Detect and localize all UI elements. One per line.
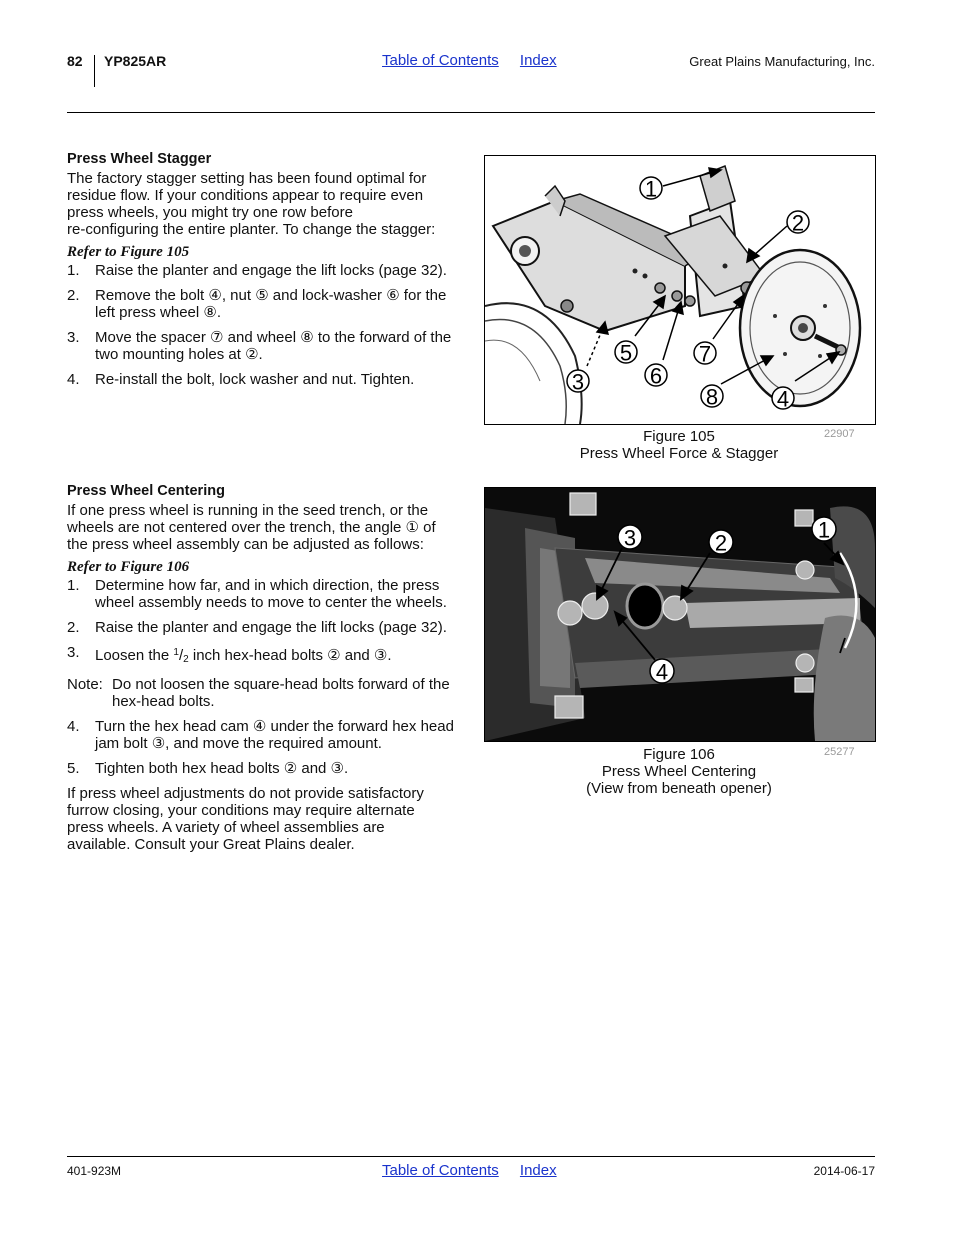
intro-line: press wheels, you might try one row before	[67, 204, 353, 221]
callout-4: 4	[655, 659, 669, 685]
step-item	[67, 329, 462, 363]
publication-date: 2014-06-17	[813, 1164, 875, 1178]
refer-figure: Refer to Figure 106	[67, 559, 190, 575]
step-text: Raise the planter and engage the lift locks (page 32).	[95, 262, 447, 279]
toc-link[interactable]: Table of Contents	[382, 1162, 499, 1179]
intro-line: If one press wheel is running in the seed trench, or the	[67, 502, 429, 519]
figure-label: Figure 106	[643, 746, 715, 763]
intro-line: wheels are not centered over the trench, the angle ① of	[67, 519, 436, 536]
intro-line: re-configuring the entire planter. To change the stagger:	[67, 221, 436, 238]
closing-paragraph	[67, 785, 462, 853]
step-item	[67, 619, 462, 636]
document-number: 401-923M	[67, 1164, 122, 1178]
header-divider-vertical	[94, 55, 95, 87]
callout-4: 4	[776, 386, 790, 412]
step-text: Tighten both hex head bolts ② and ③.	[95, 760, 349, 777]
callout-2: 2	[714, 530, 728, 556]
step-item	[67, 718, 462, 752]
figure-subtitle: (View from beneath opener)	[586, 780, 772, 797]
closing-line: furrow closing, your conditions may require alternate	[67, 802, 415, 819]
index-link[interactable]: Index	[519, 1162, 557, 1179]
callout-6: 6	[649, 363, 663, 389]
callout-3: 3	[571, 369, 585, 395]
press-wheel-centering-section	[67, 483, 462, 853]
figure-106-image	[484, 487, 876, 742]
step-number: 5.	[67, 760, 80, 777]
intro-line: the press wheel assembly can be adjusted as follows:	[67, 536, 424, 553]
figure-title: Press Wheel Centering	[601, 763, 757, 780]
closing-line: If press wheel adjustments do not provide satisfactory	[67, 785, 424, 802]
figure-106-code: 25277	[824, 746, 855, 758]
callout-2: 2	[791, 210, 805, 236]
step-number: 4.	[67, 371, 80, 388]
step-number: 4.	[67, 718, 80, 735]
page-number: 82	[67, 53, 83, 69]
step-list	[67, 577, 462, 668]
section-heading: Press Wheel Stagger	[67, 151, 212, 167]
header-nav	[382, 52, 557, 69]
callout-1: 1	[817, 517, 831, 543]
step-text: Remove the bolt ④, nut ⑤ and lock-washer ⑥ for the left press wheel ⑧.	[95, 287, 447, 321]
closing-line: press wheels. A variety of wheel assemblies are	[67, 819, 385, 836]
closing-line: available. Consult your Great Plains dealer.	[67, 836, 355, 853]
step-number: 1.	[67, 577, 80, 594]
callout-3: 3	[623, 525, 637, 551]
press-wheel-stagger-section	[67, 151, 462, 396]
figure-105-code: 22907	[824, 428, 855, 440]
step-text: Turn the hex head cam ④ under the forward hex head jam bolt ③, and move the required amount.	[95, 718, 454, 752]
header-rule	[67, 112, 875, 113]
step-item	[67, 371, 462, 388]
step-number: 3.	[67, 644, 80, 661]
step-text: Re-install the bolt, lock washer and nut. Tighten.	[95, 371, 415, 388]
fraction: $^1/_2$	[173, 647, 189, 665]
step-number: 2.	[67, 619, 80, 636]
step-text: inch hex-head bolts ② and ③.	[188, 647, 392, 664]
step-item	[67, 287, 462, 321]
fraction-numerator: 1	[173, 647, 179, 658]
note	[67, 676, 462, 710]
step-list	[67, 262, 462, 388]
step-text: Loosen the	[95, 647, 174, 664]
callout-8: 8	[705, 384, 719, 410]
step-text: Move the spacer ⑦ and wheel ⑧ to the forward of the two mounting holes at ②.	[95, 329, 452, 363]
press-wheel-stagger-illustration	[485, 156, 875, 424]
step-number: 2.	[67, 287, 80, 304]
footer-nav	[382, 1162, 557, 1179]
step-item	[67, 760, 462, 777]
figure-label: Figure 105	[643, 428, 715, 445]
intro-line: residue flow. If your conditions appear to require even	[67, 187, 424, 204]
callout-7: 7	[698, 341, 712, 367]
intro-line: The factory stagger setting has been found optimal for	[67, 170, 427, 187]
callout-1: 1	[644, 176, 658, 202]
press-wheel-centering-photo	[485, 488, 875, 741]
figure-105-image	[484, 155, 876, 425]
step-item	[67, 262, 462, 279]
step-item	[67, 644, 462, 668]
step-item	[67, 577, 462, 611]
fraction-denominator: 2	[183, 654, 189, 665]
footer-rule	[67, 1156, 875, 1157]
note-text: Do not loosen the square-head bolts forward of the hex-head bolts.	[112, 676, 450, 710]
step-text: Determine how far, and in which direction, the press wheel assembly needs to move to center the wheels.	[95, 577, 447, 611]
figure-106-caption	[484, 746, 874, 797]
step-text: Raise the planter and engage the lift locks (page 32).	[95, 619, 447, 636]
note-label: Note:	[67, 676, 103, 693]
index-link[interactable]: Index	[519, 52, 557, 69]
company-name: Great Plains Manufacturing, Inc.	[689, 54, 875, 69]
callout-5: 5	[619, 340, 633, 366]
intro-paragraph	[67, 170, 462, 238]
model-name: YP825AR	[104, 53, 167, 69]
intro-paragraph	[67, 502, 462, 553]
step-number: 1.	[67, 262, 80, 279]
figure-105-caption	[484, 428, 874, 462]
step-number: 3.	[67, 329, 80, 346]
step-list	[67, 718, 462, 777]
figure-title: Press Wheel Force & Stagger	[579, 445, 779, 462]
section-heading: Press Wheel Centering	[67, 483, 225, 499]
toc-link[interactable]: Table of Contents	[382, 52, 499, 69]
refer-figure: Refer to Figure 105	[67, 244, 190, 260]
